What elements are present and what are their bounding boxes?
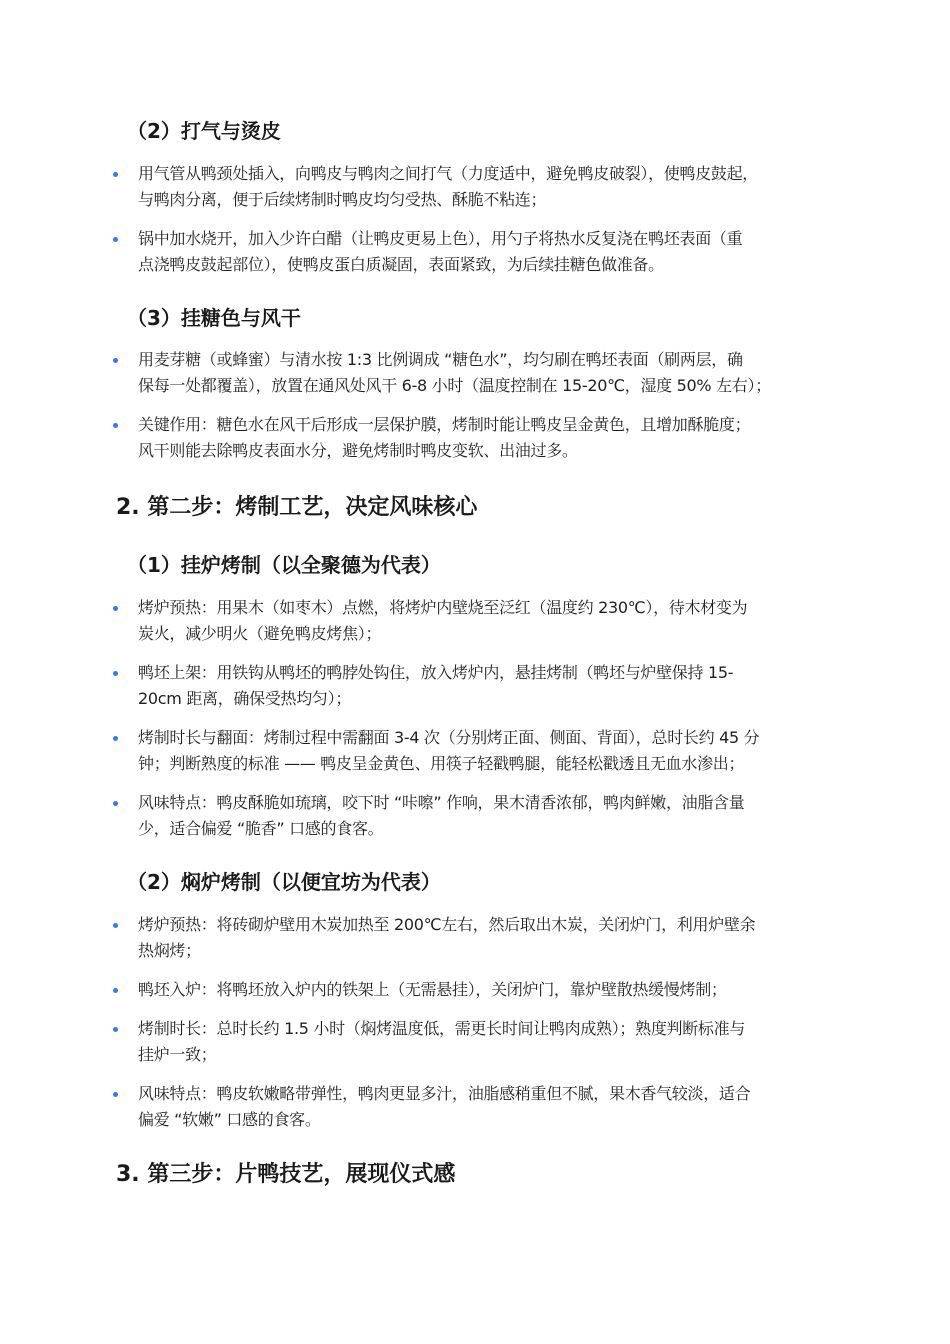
bullet-dot-icon [113,606,118,611]
list-item-line: 风味特点：鸭皮酥脆如琉璃，咬下时 “咔嚓” 作响，果木清香浓郁，鸭肉鲜嫩，油脂含量 [138,793,745,812]
list-item-line: 烤制时长与翻面：烤制过程中需翻面 3-4 次（分别烤正面、侧面、背面），总时长约 45 分 [138,728,760,747]
list-item-line: 鸭坯上架：用铁钩从鸭坯的鸭脖处钩住，放入烤炉内，悬挂烤制（鸭坯与炉壁保持 15- [138,663,734,682]
subheading-inflate-scald: （2）打气与烫皮 [127,119,281,143]
list-item-line: 风味特点：鸭皮软嫩略带弹性，鸭肉更显多汁，油脂感稍重但不腻，果木香气较淡，适合 [138,1084,751,1103]
list-item-line: 用麦芽糖（或蜂蜜）与清水按 1:3 比例调成 “糖色水”，均匀刷在鸭坯表面（刷两层，确 [138,350,743,369]
list-item-line: 烤炉预热：用果木（如枣木）点燃，将烤炉内壁烧至泛红（温度约 230℃），待木材变为 [138,598,748,617]
subheading-closed-oven: （2）焖炉烤制（以便宜坊为代表） [127,870,441,894]
list-item-line: 炭火，减少明火（避免鸭皮烤焦）； [138,624,382,643]
bullet-dot-icon [113,423,118,428]
list-item-line: 偏爱 “软嫩” 口感的食客。 [138,1110,321,1129]
list-item-line: 少，适合偏爱 “脆香” 口感的食客。 [138,819,384,838]
list-item-line: 烤制时长：总时长约 1.5 小时（焖烤温度低，需更长时间让鸭肉成熟）；熟度判断标准与 [138,1019,746,1038]
bullet-dot-icon [113,1092,118,1097]
bullet-dot-icon [113,1027,118,1032]
bullet-dot-icon [113,671,118,676]
bullet-dot-icon [113,923,118,928]
list-item-line: 挂炉一致； [138,1045,217,1064]
section-heading-carving: 3. 第三步：片鸭技艺，展现仪式感 [116,1162,456,1187]
list-item-line: 点浇鸭皮鼓起部位），使鸭皮蛋白质凝固，表面紧致，为后续挂糖色做准备。 [138,255,664,274]
bullet-dot-icon [113,237,118,242]
bullet-dot-icon [113,736,118,741]
list-item-line: 热焖烤； [138,941,201,960]
bullet-dot-icon [113,988,118,993]
bullet-dot-icon [113,358,118,363]
subheading-sugar-coat-dry: （3）挂糖色与风干 [127,306,301,330]
list-item-line: 鸭坯入炉：将鸭坯放入炉内的铁架上（无需悬挂），关闭炉门，靠炉壁散热缓慢烤制； [138,980,727,999]
bullet-dot-icon [113,172,118,177]
list-item-line: 保每一处都覆盖），放置在通风处风干 6-8 小时（温度控制在 15-20℃，湿度 50% 左右）； [138,376,771,395]
list-item-line: 锅中加水烧开，加入少许白醋（让鸭皮更易上色），用勺子将热水反复浇在鸭坯表面（重 [138,229,743,248]
list-item-line: 风干则能去除鸭皮表面水分，避免烤制时鸭皮变软、出油过多。 [138,441,578,460]
list-item-line: 与鸭肉分离，便于后续烤制时鸭皮均匀受热、酥脆不粘连； [138,190,547,209]
list-item-line: 20cm 距离，确保受热均匀）； [138,689,352,708]
list-item-line: 钟；判断熟度的标准 —— 鸭皮呈金黄色、用筷子轻戳鸭腿，能轻松戳透且无血水渗出； [138,754,745,773]
subheading-hung-oven: （1）挂炉烤制（以全聚德为代表） [127,553,441,577]
bullet-dot-icon [113,801,118,806]
list-item-line: 烤炉预热：将砖砌炉壁用木炭加热至 200℃左右，然后取出木炭，关闭炉门，利用炉壁余 [138,915,756,934]
list-item-line: 用气管从鸭颈处插入，向鸭皮与鸭肉之间打气（力度适中，避免鸭皮破裂），使鸭皮鼓起， [138,164,759,183]
section-heading-roasting: 2. 第二步：烤制工艺，决定风味核心 [116,495,478,520]
list-item-line: 关键作用：糖色水在风干后形成一层保护膜，烤制时能让鸭皮呈金黄色，且增加酥脆度； [138,415,751,434]
